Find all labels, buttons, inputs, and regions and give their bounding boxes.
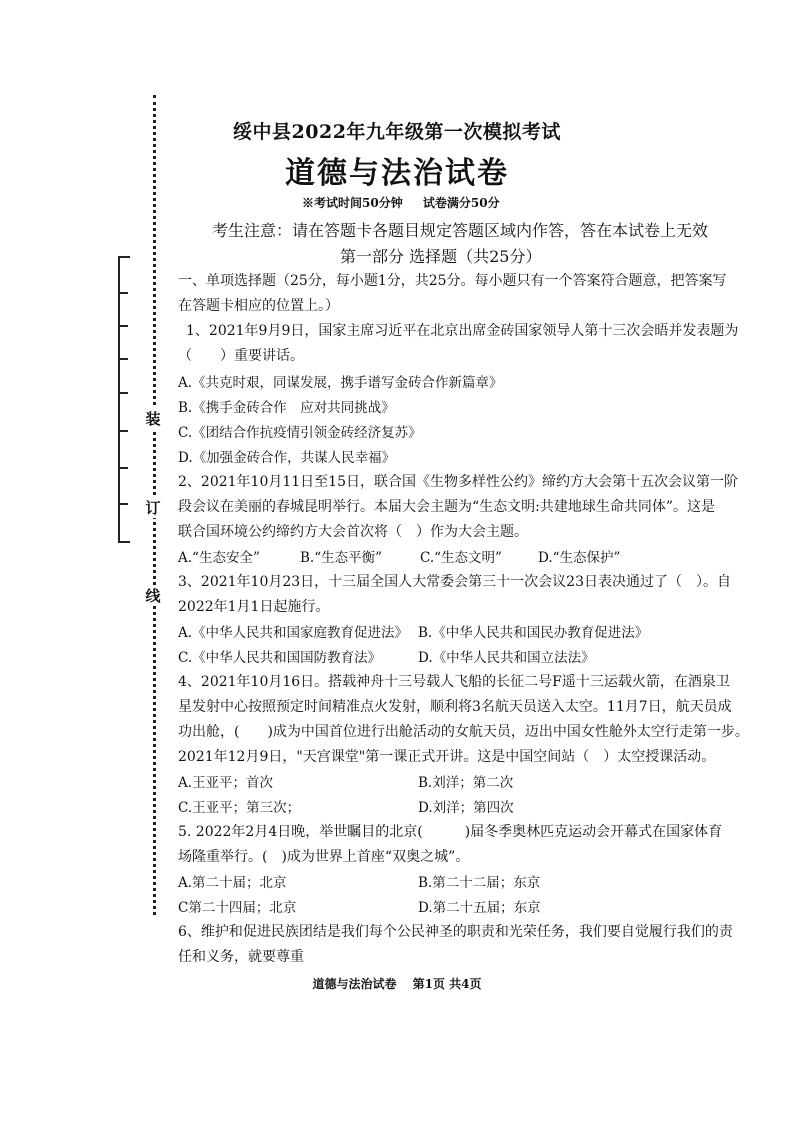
subject-title: 道德与法治试卷 xyxy=(285,156,509,191)
binding-bracket xyxy=(118,256,130,543)
option-a: A.《共克时艰，同谋发展，携手谱写金砖合作新篇章》 xyxy=(178,375,503,391)
question-stem: （ ）重要讲话。 xyxy=(178,348,304,364)
bracket-tick xyxy=(118,503,128,505)
option-d: D.《加强金砖合作，共谋人民幸福》 xyxy=(178,450,396,466)
option-c: C.《中华人民共和国国防教育法》 xyxy=(178,650,382,666)
question-stem: 1、2021年9月9日，国家主席习近平在北京出席金砖国家领导人第十三次会晤并发表题为 xyxy=(186,323,739,339)
margin-char-zhuang: 装 xyxy=(145,410,161,428)
question-stem: 2021年12月9日，"天宫课堂"第一课正式开讲。这是中国空间站（ ）太空授课活动。 xyxy=(178,749,716,765)
question-stem: 2、2021年10月11日至15日，联合国《生物多样性公约》缔约方大会第十五次会议第一阶 xyxy=(178,474,738,490)
exam-title: 绥中县2022年九年级第一次模拟考试 xyxy=(233,121,561,143)
part-heading: 第一部分 选择题（共25分） xyxy=(340,247,542,266)
bracket-tick xyxy=(118,292,128,294)
option-b: B.《中华人民共和国民办教育促进法》 xyxy=(418,625,649,641)
bracket-tick xyxy=(118,392,128,394)
question-stem: 星发射中心按照预定时间精准点火发射，顺利将3名航天员送入太空。11月7日，航天员成 xyxy=(178,699,732,715)
question-stem: 5. 2022年2月4日晚，举世瞩目的北京( )届冬季奥林匹克运动会开幕式在国家体育 xyxy=(178,824,723,840)
option-c: C.“生态文明” xyxy=(420,550,502,566)
option-a: A.王亚平；首次 xyxy=(178,775,274,791)
question-stem: 联合国环境公约缔约方大会首次将（ ）作为大会主题。 xyxy=(178,524,528,540)
option-c: C第二十四届；北京 xyxy=(178,900,297,916)
bracket-tick xyxy=(118,467,128,469)
time-note: ※考试时间50分钟 xyxy=(302,196,403,210)
option-b: B.《携手金砖合作 应对共同挑战》 xyxy=(178,400,395,416)
page-number: 第1页 共4页 xyxy=(412,977,482,991)
score-note: 试卷满分50分 xyxy=(422,196,500,210)
question-stem: 3、2021年10月23日，十三届全国人大常委会第三十一次会议23日表决通过了（ ）。自 xyxy=(178,574,731,590)
question-stem: 功出舱，( )成为中国首位进行出舱活动的女航天员，迈出中国女性舱外太空行走第一步。 xyxy=(178,724,749,740)
option-b: B.刘洋；第二次 xyxy=(418,775,514,791)
section-instruction: 一、单项选择题（25分，每小题1分，共25分。每小题只有一个答案符合题意，把答案写 xyxy=(178,273,727,289)
question-stem: 2022年1月1日起施行。 xyxy=(178,599,330,615)
question-stem: 6、维护和促进民族团结是我们每个公民神圣的职责和光荣任务，我们要自觉履行我们的责 xyxy=(178,924,733,940)
option-a: A.《中华人民共和国家庭教育促进法》 xyxy=(178,625,409,641)
option-b: B.“生态平衡” xyxy=(300,550,383,566)
bracket-tick xyxy=(118,325,128,327)
section-instruction: 在答题卡相应的位置上。） xyxy=(178,298,339,314)
margin-char-xian: 线 xyxy=(145,587,161,605)
question-stem: 4、2021年10月16日。搭载神舟十三号载人飞船的长征二号F遥十三运载火箭，在酒泉卫 xyxy=(178,674,730,690)
option-d: D.刘洋；第四次 xyxy=(418,800,514,816)
option-d: D.第二十五届；东京 xyxy=(418,900,541,916)
option-a: A.“生态安全” xyxy=(178,550,260,566)
exam-info xyxy=(302,194,516,211)
footer-subject: 道德与法治试卷 xyxy=(312,977,397,991)
question-stem: 任和义务，就要尊重 xyxy=(178,949,304,965)
option-d: D.《中华人民共和国立法法》 xyxy=(418,650,595,666)
bracket-tick xyxy=(118,430,128,432)
option-c: C.《团结合作抗疫情引领金砖经济复苏》 xyxy=(178,425,422,441)
bracket-tick xyxy=(118,358,128,360)
question-stem: 段会议在美丽的春城昆明举行。本届大会主题为“生态文明:共建地球生命共同体”。这是 xyxy=(178,499,716,515)
margin-char-ding: 订 xyxy=(145,499,161,517)
page-footer xyxy=(0,975,794,992)
question-stem: 场隆重举行。( )成为世界上首座“双奥之城”。 xyxy=(178,849,470,865)
option-b: B.第二十二届；东京 xyxy=(418,875,541,891)
option-d: D.“生态保护” xyxy=(538,550,621,566)
option-a: A.第二十届；北京 xyxy=(178,875,287,891)
candidate-notice: 考生注意：请在答题卡各题目规定答题区域内作答，答在本试卷上无效 xyxy=(212,221,709,240)
option-c: C.王亚平；第三次； xyxy=(178,800,301,816)
